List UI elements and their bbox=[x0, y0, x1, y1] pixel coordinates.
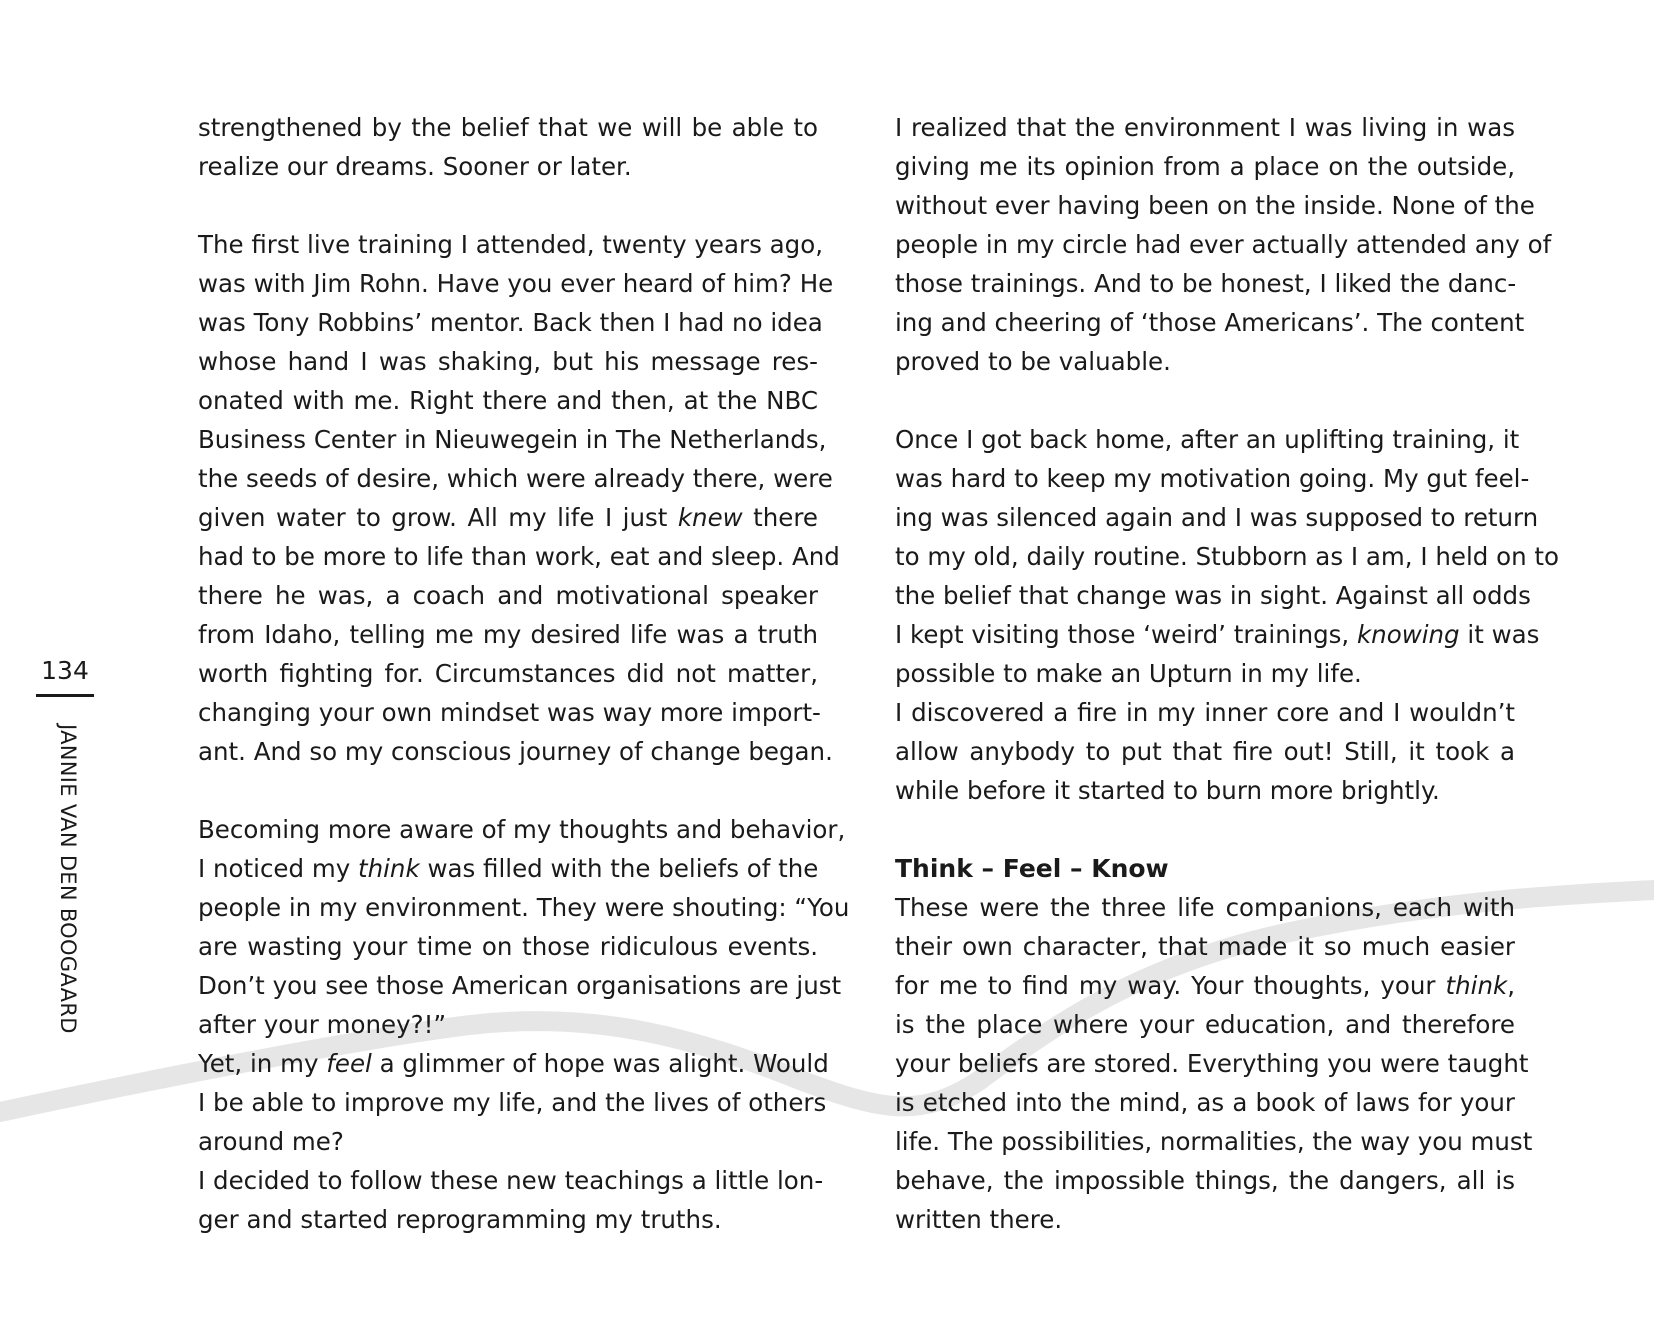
text-line: the belief that change was in sight. Against all odds bbox=[895, 581, 1531, 610]
text-line: possible to make an Upturn in my life. bbox=[895, 659, 1362, 688]
text-line: your beliefs are stored. Everything you were taught bbox=[895, 1049, 1529, 1078]
text-line: to my old, daily routine. Stubborn as I am, I held on to bbox=[895, 542, 1560, 571]
text-line: whose hand I was shaking, but his message res- bbox=[198, 347, 818, 376]
text-line: life. The possibilities, normalities, the way you must bbox=[895, 1127, 1533, 1156]
text-line: those trainings. And to be honest, I liked the danc- bbox=[895, 269, 1517, 298]
text-line: Business Center in Nieuwegein in The Netherlands, bbox=[198, 425, 827, 454]
text-line: people in my environment. They were shouting: “You bbox=[198, 893, 850, 922]
text-line: I kept visiting those ‘weird’ trainings, knowing it was bbox=[895, 620, 1540, 649]
text-line: their own character, that made it so much easier bbox=[895, 932, 1515, 961]
text-line: had to be more to life than work, eat and sleep. And bbox=[198, 542, 840, 571]
text-line: was with Jim Rohn. Have you ever heard of him? He bbox=[198, 269, 834, 298]
text-line: for me to find my way. Your thoughts, your think, bbox=[895, 971, 1515, 1000]
text-line: behave, the impossible things, the dangers, all is bbox=[895, 1166, 1515, 1195]
text-line: proved to be valuable. bbox=[895, 347, 1171, 376]
text-line: ger and started reprogramming my truths. bbox=[198, 1205, 722, 1234]
emphasis: think bbox=[1445, 971, 1508, 1000]
section-heading: Think – Feel – Know bbox=[895, 854, 1169, 883]
text-line: strengthened by the belief that we will be able to bbox=[198, 113, 818, 142]
paragraph bbox=[198, 225, 840, 771]
text-line: is etched into the mind, as a book of laws for your bbox=[895, 1088, 1515, 1117]
author-running-head: JANNIE VAN DEN BOOGAARD bbox=[56, 724, 80, 1034]
paragraph bbox=[198, 810, 850, 1044]
text-line: written there. bbox=[895, 1205, 1063, 1234]
text-line: Once I got back home, after an uplifting training, it bbox=[895, 425, 1520, 454]
emphasis: knowing bbox=[1356, 620, 1460, 649]
text-line: are wasting your time on those ridiculous events. bbox=[198, 932, 818, 961]
text-line: I realized that the environment I was living in was bbox=[895, 113, 1515, 142]
emphasis: knew bbox=[677, 503, 743, 532]
text-line: changing your own mindset was way more import- bbox=[198, 698, 821, 727]
text-line: realize our dreams. Sooner or later. bbox=[198, 152, 632, 181]
text-line: ing and cheering of ‘those Americans’. The content bbox=[895, 308, 1525, 337]
paragraph bbox=[895, 888, 1533, 1239]
text-line: onated with me. Right there and then, at the NBC bbox=[198, 386, 818, 415]
text-line: people in my circle had ever actually attended any of bbox=[895, 230, 1552, 259]
text-line: Yet, in my feel a glimmer of hope was alight. Would bbox=[198, 1049, 829, 1078]
text-line: without ever having been on the inside. None of the bbox=[895, 191, 1535, 220]
text-line: giving me its opinion from a place on the outside, bbox=[895, 152, 1515, 181]
text-line: I discovered a fire in my inner core and I wouldn’t bbox=[895, 698, 1515, 727]
paragraph bbox=[198, 1044, 829, 1161]
page-number-rule bbox=[36, 694, 94, 697]
emphasis: think bbox=[357, 854, 420, 883]
text-line: worth fighting for. Circumstances did not matter, bbox=[198, 659, 818, 688]
text-line: was Tony Robbins’ mentor. Back then I had no idea bbox=[198, 308, 823, 337]
emphasis: feel bbox=[326, 1049, 372, 1078]
text-line: while before it started to burn more brightly. bbox=[895, 776, 1440, 805]
text-line: around me? bbox=[198, 1127, 344, 1156]
text-line: allow anybody to put that fire out! Still, it took a bbox=[895, 737, 1515, 766]
text-line: The first live training I attended, twenty years ago, bbox=[198, 230, 823, 259]
text-line: there he was, a coach and motivational speaker bbox=[198, 581, 818, 610]
text-line: I decided to follow these new teachings a little lon- bbox=[198, 1166, 824, 1195]
paragraph bbox=[895, 420, 1560, 693]
text-line: Don’t you see those American organisations are just bbox=[198, 971, 842, 1000]
paragraph bbox=[895, 693, 1515, 810]
page-number: 134 bbox=[41, 656, 89, 685]
right-column bbox=[895, 108, 1560, 1239]
text-line: from Idaho, telling me my desired life was a truth bbox=[198, 620, 818, 649]
text-line: ing was silenced again and I was supposed to return bbox=[895, 503, 1539, 532]
text-line: ant. And so my conscious journey of change began. bbox=[198, 737, 833, 766]
text-line: given water to grow. All my life I just knew there bbox=[198, 503, 818, 532]
text-line: These were the three life companions, each with bbox=[895, 893, 1515, 922]
text-line: I noticed my think was filled with the beliefs of the bbox=[198, 854, 819, 883]
paragraph bbox=[198, 1161, 824, 1239]
text-line: I be able to improve my life, and the lives of others bbox=[198, 1088, 827, 1117]
paragraph bbox=[198, 108, 818, 186]
text-line: was hard to keep my motivation going. My gut feel- bbox=[895, 464, 1530, 493]
text-line: Becoming more aware of my thoughts and behavior, bbox=[198, 815, 846, 844]
text-line: the seeds of desire, which were already there, were bbox=[198, 464, 833, 493]
text-line: is the place where your education, and therefore bbox=[895, 1010, 1515, 1039]
paragraph bbox=[895, 108, 1552, 381]
text-line: after your money?!” bbox=[198, 1010, 447, 1039]
left-column bbox=[198, 108, 850, 1239]
